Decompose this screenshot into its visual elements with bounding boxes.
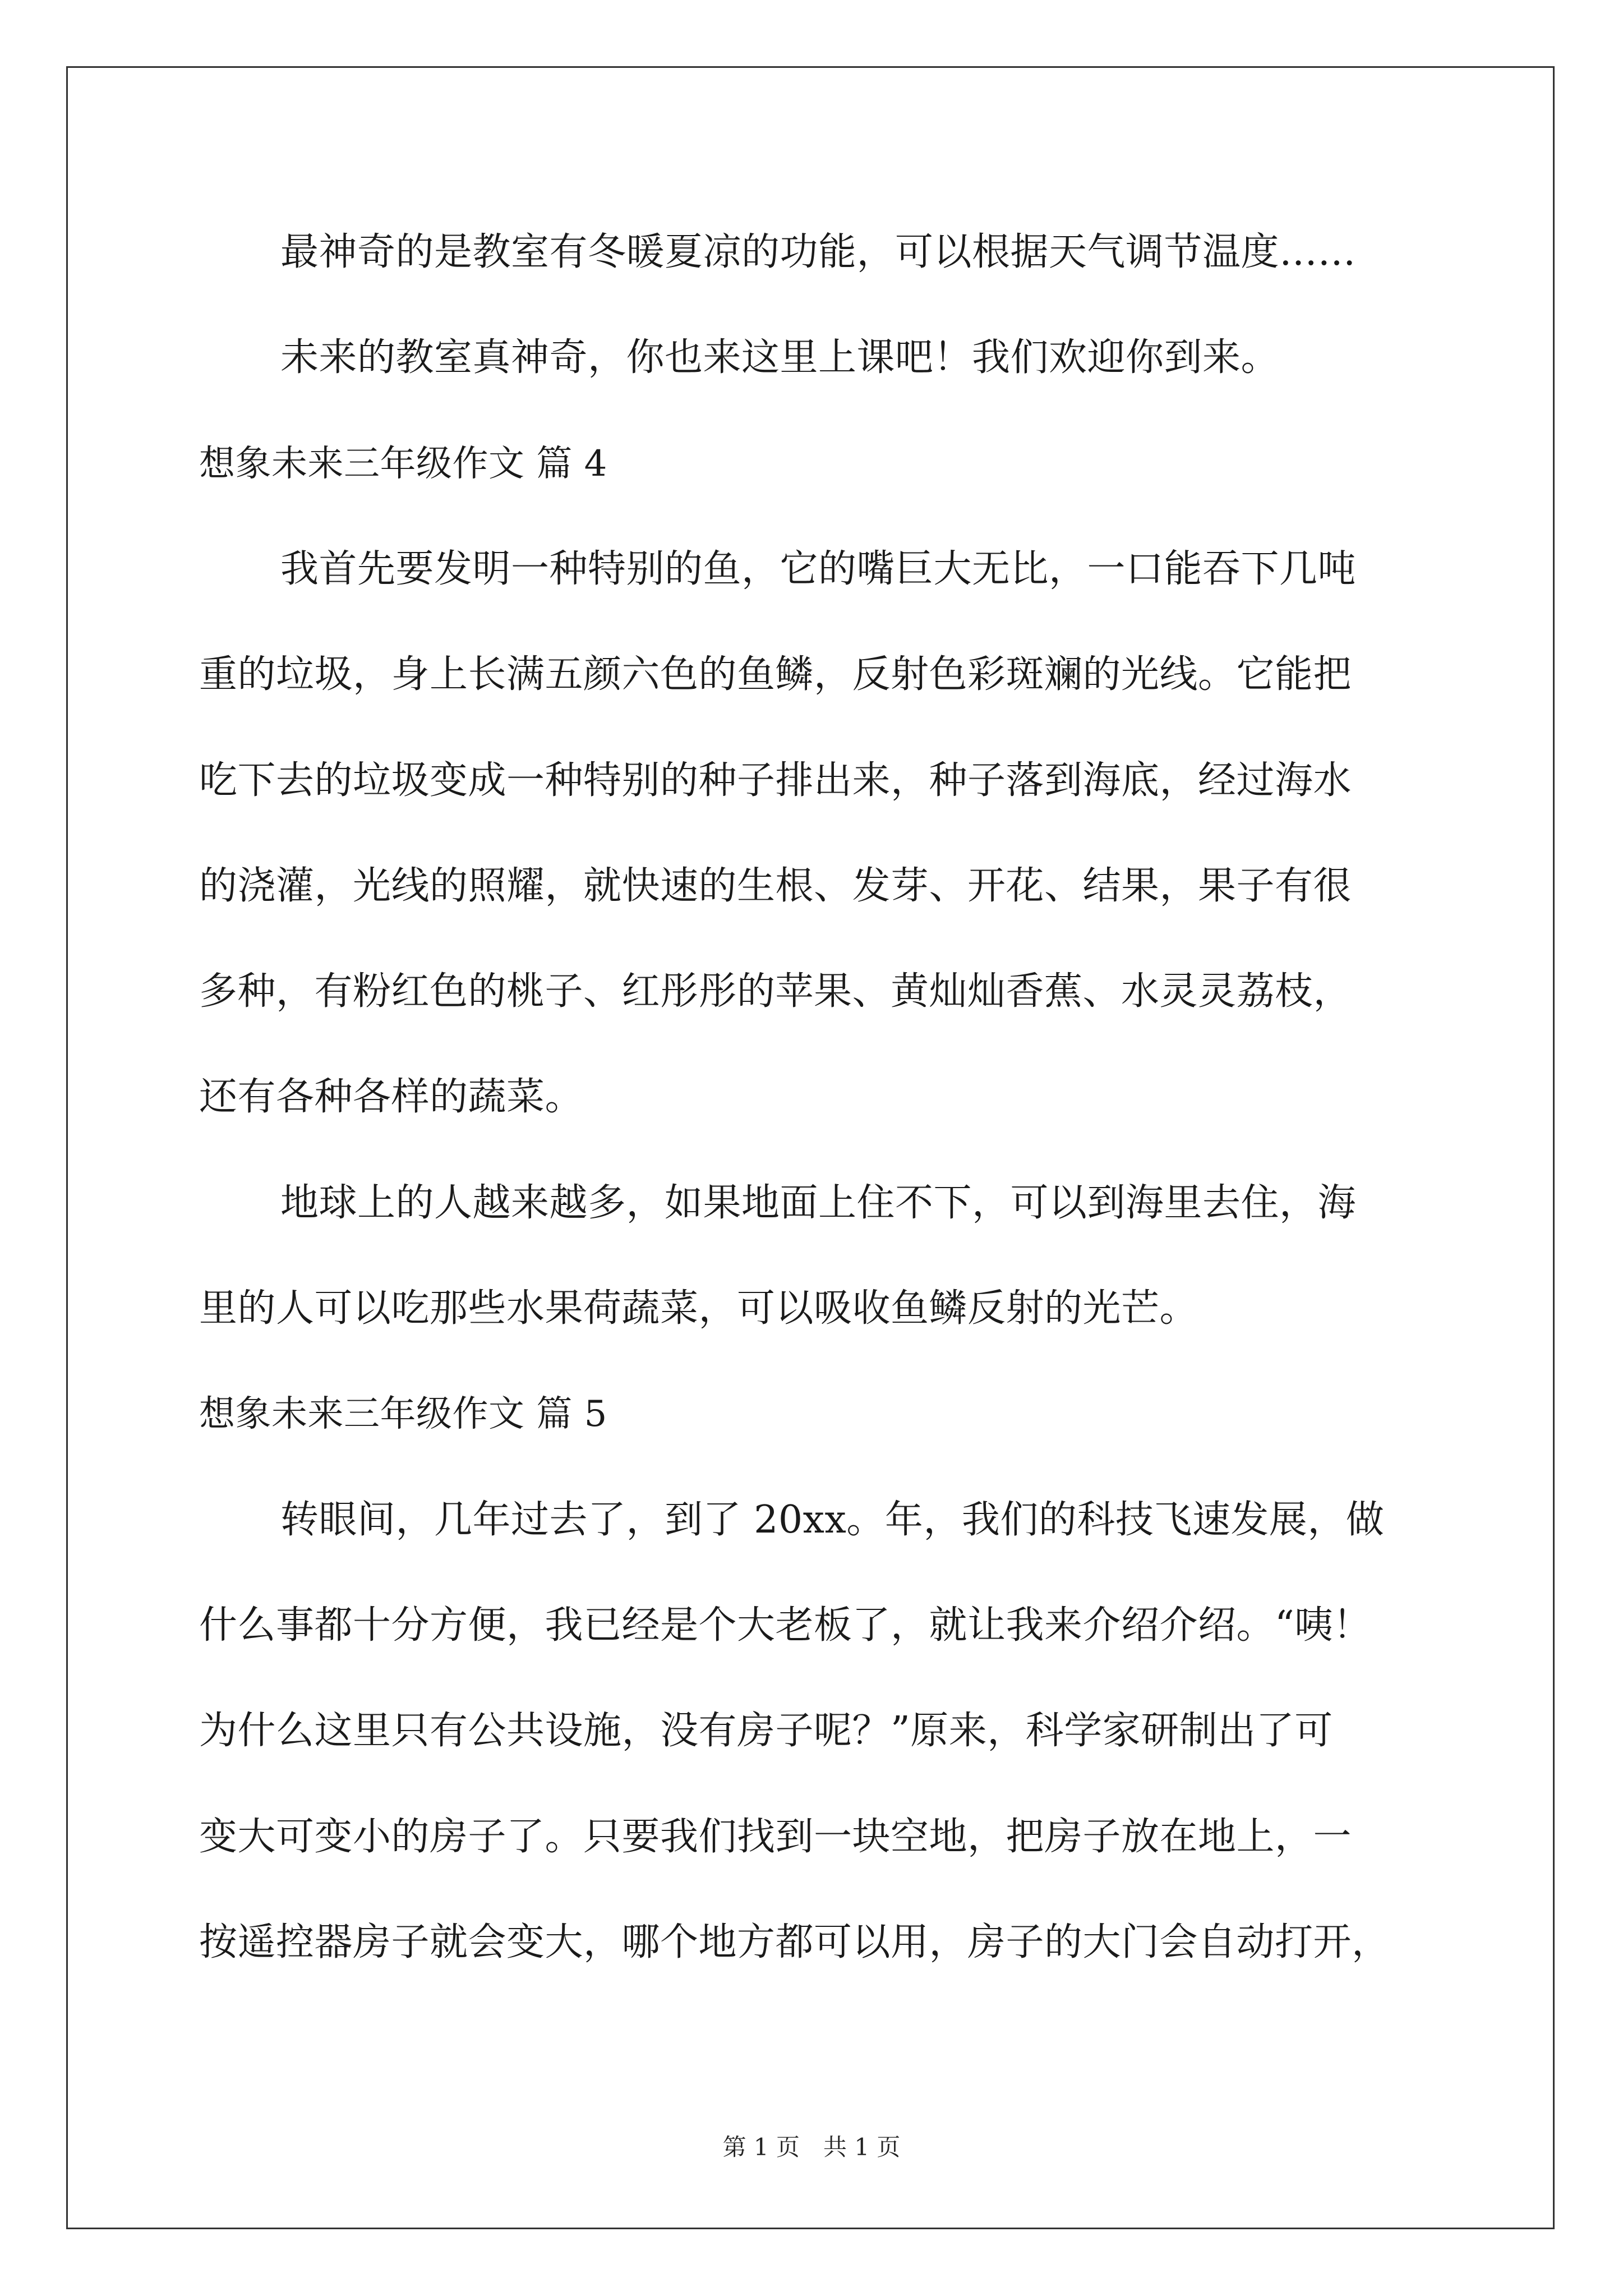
section-heading: 想象未来三年级作文 篇 4 (199, 443, 607, 485)
paragraph-line: 转眼间，几年过去了，到了 20xx。年，我们的科技飞速发展，做 (280, 1498, 1385, 1542)
paragraph-line: 重的垃圾，身上长满五颜六色的鱼鳞，反射色彩斑斓的光线。它能把 (199, 652, 1352, 697)
section-heading: 想象未来三年级作文 篇 5 (199, 1393, 607, 1435)
paragraph-line: 什么事都十分方便，我已经是个大老板了，就让我来介绍介绍。“咦！ (199, 1603, 1372, 1648)
paragraph-line: 未来的教室真神奇，你也来这里上课吧！我们欢迎你到来。 (280, 335, 1280, 380)
paragraph-line: 里的人可以吃那些水果荷蔬菜，可以吸收鱼鳞反射的光芒。 (199, 1286, 1198, 1331)
paragraph-line: 按遥控器房子就会变大，哪个地方都可以用，房子的大门会自动打开， (199, 1920, 1390, 1964)
paragraph-line: 多种，有粉红色的桃子、红彤彤的苹果、黄灿灿香蕉、水灵灵荔枝， (199, 969, 1352, 1014)
paragraph-line: 的浇灌，光线的照耀，就快速的生根、发芽、开花、结果，果子有很 (199, 864, 1352, 908)
paragraph-line: 我首先要发明一种特别的鱼，它的嘴巨大无比，一口能吞下几吨 (280, 547, 1357, 591)
paragraph-line: 最神奇的是教室有冬暖夏凉的功能，可以根据天气调节温度…… (280, 230, 1357, 274)
paragraph-line: 变大可变小的房子了。只要我们找到一块空地，把房子放在地上，一 (199, 1815, 1352, 1859)
paragraph-line: 还有各种各样的蔬菜。 (199, 1075, 584, 1119)
paragraph-line: 吃下去的垃圾变成一种特别的种子排出来，种子落到海底，经过海水 (199, 758, 1352, 803)
page-footer: 第 1 页 共 1 页 (722, 2133, 901, 2161)
page-border (66, 66, 1555, 2229)
paragraph-line: 为什么这里只有公共设施，没有房子呢？”原来，科学家研制出了可 (199, 1709, 1333, 1753)
paragraph-line: 地球上的人越来越多，如果地面上住不下，可以到海里去住，海 (280, 1181, 1357, 1225)
